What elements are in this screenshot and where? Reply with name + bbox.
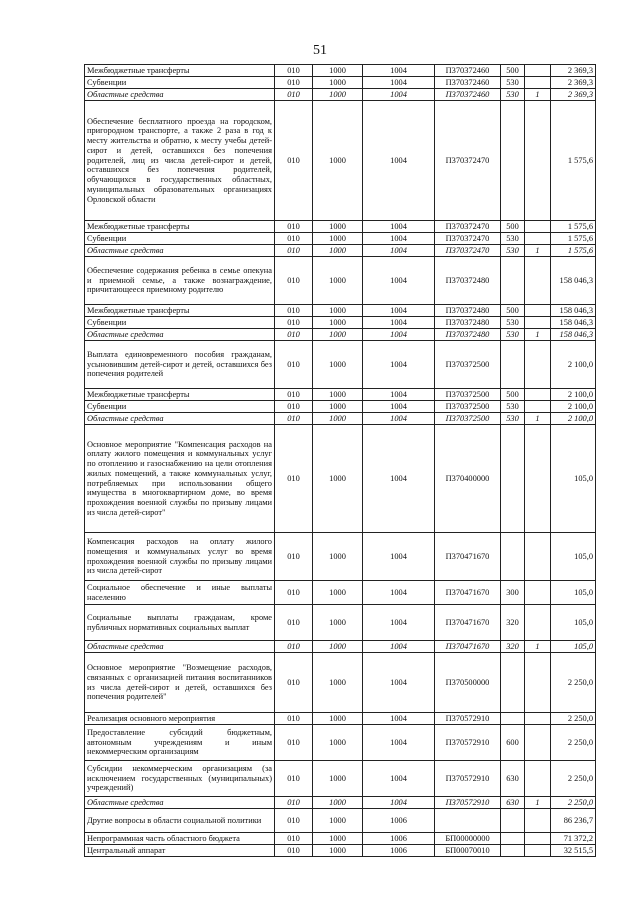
row-gr-code: 010 <box>275 833 313 845</box>
row-funding-source: 1 <box>525 641 551 653</box>
row-gr-code: 010 <box>275 653 313 713</box>
row-subsection-code: 1006 <box>363 809 435 833</box>
row-funding-source <box>525 221 551 233</box>
row-expense-type <box>501 653 525 713</box>
row-section-code: 1000 <box>313 761 363 797</box>
table-row <box>85 329 596 341</box>
row-target-article: П370372480 <box>435 317 501 329</box>
row-funding-source <box>525 65 551 77</box>
row-section-code: 1000 <box>313 581 363 605</box>
row-gr-code: 010 <box>275 413 313 425</box>
row-expense-type <box>501 533 525 581</box>
row-section-code: 1000 <box>313 725 363 761</box>
row-gr-code: 010 <box>275 581 313 605</box>
row-subsection-code: 1004 <box>363 401 435 413</box>
table-row <box>85 653 596 713</box>
row-subsection-code: 1004 <box>363 713 435 725</box>
row-amount: 2 250,0 <box>551 653 596 713</box>
row-gr-code: 010 <box>275 797 313 809</box>
row-gr-code: 010 <box>275 641 313 653</box>
row-funding-source <box>525 713 551 725</box>
row-funding-source <box>525 341 551 389</box>
row-section-code: 1000 <box>313 653 363 713</box>
row-target-article: П370572910 <box>435 725 501 761</box>
table-row <box>85 257 596 305</box>
row-gr-code: 010 <box>275 809 313 833</box>
row-name: Социальные выплаты гражданам, кроме публичных нормативных социальных выплат <box>85 605 275 641</box>
row-section-code: 1000 <box>313 65 363 77</box>
row-expense-type: 630 <box>501 797 525 809</box>
row-amount: 2 100,0 <box>551 341 596 389</box>
row-section-code: 1000 <box>313 245 363 257</box>
row-name: Предоставление субсидий бюджетным, автономным учреждениям и иным некоммерческим организациям <box>85 725 275 761</box>
row-expense-type <box>501 425 525 533</box>
table-row <box>85 533 596 581</box>
row-section-code: 1000 <box>313 533 363 581</box>
row-funding-source <box>525 533 551 581</box>
row-amount: 2 369,3 <box>551 65 596 77</box>
row-target-article: П370372480 <box>435 305 501 317</box>
row-amount: 1 575,6 <box>551 221 596 233</box>
row-name: Выплата единовременного пособия гражданам, усыновившим детей-сирот и детей, оставшихся без попечения родителей <box>85 341 275 389</box>
row-section-code: 1000 <box>313 329 363 341</box>
row-subsection-code: 1004 <box>363 305 435 317</box>
row-expense-type <box>501 809 525 833</box>
table-row <box>85 797 596 809</box>
row-subsection-code: 1004 <box>363 257 435 305</box>
row-target-article: БП00000000 <box>435 833 501 845</box>
row-gr-code: 010 <box>275 305 313 317</box>
row-gr-code: 010 <box>275 761 313 797</box>
row-target-article: П370372500 <box>435 401 501 413</box>
row-expense-type <box>501 257 525 305</box>
row-gr-code: 010 <box>275 329 313 341</box>
row-target-article: П370572910 <box>435 797 501 809</box>
row-amount: 2 250,0 <box>551 761 596 797</box>
row-subsection-code: 1004 <box>363 425 435 533</box>
row-target-article: П370500000 <box>435 653 501 713</box>
row-funding-source: 1 <box>525 797 551 809</box>
row-amount: 86 236,7 <box>551 809 596 833</box>
row-subsection-code: 1004 <box>363 413 435 425</box>
row-section-code: 1000 <box>313 233 363 245</box>
row-amount: 2 100,0 <box>551 413 596 425</box>
row-gr-code: 010 <box>275 401 313 413</box>
row-funding-source <box>525 845 551 857</box>
table-row <box>85 89 596 101</box>
row-name: Основное мероприятие "Возмещение расходов, связанных с организацией питания воспитанников из числа детей-сирот и детей, оставшихся без попечения родителей" <box>85 653 275 713</box>
table-row <box>85 833 596 845</box>
row-funding-source <box>525 761 551 797</box>
row-name: Областные средства <box>85 641 275 653</box>
row-amount: 158 046,3 <box>551 317 596 329</box>
row-amount: 71 372,2 <box>551 833 596 845</box>
row-name: Реализация основного мероприятия <box>85 713 275 725</box>
row-gr-code: 010 <box>275 533 313 581</box>
table-row <box>85 725 596 761</box>
row-target-article <box>435 809 501 833</box>
table-row <box>85 305 596 317</box>
row-section-code: 1000 <box>313 713 363 725</box>
row-gr-code: 010 <box>275 425 313 533</box>
row-section-code: 1000 <box>313 845 363 857</box>
table-row <box>85 413 596 425</box>
row-target-article: П370572910 <box>435 713 501 725</box>
row-gr-code: 010 <box>275 605 313 641</box>
row-section-code: 1000 <box>313 641 363 653</box>
row-funding-source <box>525 77 551 89</box>
row-name: Межбюджетные трансферты <box>85 389 275 401</box>
row-subsection-code: 1004 <box>363 317 435 329</box>
row-funding-source <box>525 605 551 641</box>
row-gr-code: 010 <box>275 101 313 221</box>
row-amount: 105,0 <box>551 605 596 641</box>
row-gr-code: 010 <box>275 77 313 89</box>
row-amount: 158 046,3 <box>551 305 596 317</box>
row-name: Субвенции <box>85 317 275 329</box>
row-target-article: П370372480 <box>435 329 501 341</box>
row-expense-type <box>501 845 525 857</box>
row-gr-code: 010 <box>275 257 313 305</box>
row-expense-type: 530 <box>501 317 525 329</box>
row-target-article: П370372500 <box>435 389 501 401</box>
row-expense-type: 320 <box>501 641 525 653</box>
row-amount: 2 100,0 <box>551 401 596 413</box>
row-subsection-code: 1006 <box>363 845 435 857</box>
row-subsection-code: 1004 <box>363 641 435 653</box>
row-expense-type <box>501 833 525 845</box>
row-section-code: 1000 <box>313 77 363 89</box>
row-subsection-code: 1004 <box>363 389 435 401</box>
row-subsection-code: 1004 <box>363 65 435 77</box>
table-row <box>85 233 596 245</box>
row-expense-type: 530 <box>501 77 525 89</box>
row-section-code: 1000 <box>313 809 363 833</box>
budget-table <box>84 64 596 857</box>
row-expense-type: 630 <box>501 761 525 797</box>
row-subsection-code: 1004 <box>363 341 435 389</box>
row-amount: 105,0 <box>551 641 596 653</box>
row-funding-source <box>525 725 551 761</box>
row-subsection-code: 1004 <box>363 221 435 233</box>
row-name: Социальное обеспечение и иные выплаты населению <box>85 581 275 605</box>
row-target-article: П370372460 <box>435 65 501 77</box>
row-gr-code: 010 <box>275 89 313 101</box>
row-section-code: 1000 <box>313 89 363 101</box>
row-subsection-code: 1004 <box>363 329 435 341</box>
row-section-code: 1000 <box>313 605 363 641</box>
row-amount: 1 575,6 <box>551 233 596 245</box>
row-target-article: П370372480 <box>435 257 501 305</box>
row-gr-code: 010 <box>275 317 313 329</box>
row-name: Межбюджетные трансферты <box>85 305 275 317</box>
row-funding-source <box>525 305 551 317</box>
table-row <box>85 425 596 533</box>
table-row <box>85 581 596 605</box>
row-section-code: 1000 <box>313 221 363 233</box>
row-name: Областные средства <box>85 413 275 425</box>
row-gr-code: 010 <box>275 245 313 257</box>
row-section-code: 1000 <box>313 833 363 845</box>
row-subsection-code: 1004 <box>363 581 435 605</box>
row-expense-type <box>501 341 525 389</box>
row-expense-type: 530 <box>501 233 525 245</box>
row-target-article: П370572910 <box>435 761 501 797</box>
row-name: Субвенции <box>85 401 275 413</box>
table-row <box>85 713 596 725</box>
row-expense-type: 600 <box>501 725 525 761</box>
row-target-article: П370400000 <box>435 425 501 533</box>
table-row <box>85 845 596 857</box>
page-number: 51 <box>313 43 327 58</box>
row-expense-type: 500 <box>501 221 525 233</box>
row-expense-type: 530 <box>501 413 525 425</box>
row-section-code: 1000 <box>313 317 363 329</box>
row-gr-code: 010 <box>275 713 313 725</box>
row-amount: 105,0 <box>551 581 596 605</box>
row-expense-type: 530 <box>501 245 525 257</box>
row-subsection-code: 1004 <box>363 101 435 221</box>
row-amount: 105,0 <box>551 425 596 533</box>
row-target-article: П370372470 <box>435 101 501 221</box>
row-name: Областные средства <box>85 797 275 809</box>
table-row <box>85 641 596 653</box>
table-row <box>85 761 596 797</box>
row-gr-code: 010 <box>275 233 313 245</box>
row-amount: 2 250,0 <box>551 797 596 809</box>
row-section-code: 1000 <box>313 797 363 809</box>
row-expense-type: 300 <box>501 581 525 605</box>
row-subsection-code: 1004 <box>363 77 435 89</box>
table-row <box>85 809 596 833</box>
row-name: Областные средства <box>85 329 275 341</box>
row-subsection-code: 1004 <box>363 761 435 797</box>
row-target-article: П370372500 <box>435 413 501 425</box>
row-expense-type: 500 <box>501 305 525 317</box>
row-expense-type: 530 <box>501 89 525 101</box>
row-subsection-code: 1004 <box>363 533 435 581</box>
row-target-article: П370471670 <box>435 605 501 641</box>
row-funding-source: 1 <box>525 413 551 425</box>
row-amount: 158 046,3 <box>551 329 596 341</box>
row-name: Субсидии некоммерческим организациям (за исключением государственных (муниципальных) учреждений) <box>85 761 275 797</box>
row-name: Основное мероприятие "Компенсация расходов на оплату жилого помещения и коммунальных услуг по отоплению и газоснабжению на цели отопления жилых помещений, а также коммунальных услуг, потребляемых при использовании общего имущества в многоквартирном доме, во время прохождения военной службы по призыву лицами из числа детей-сирот" <box>85 425 275 533</box>
row-subsection-code: 1004 <box>363 233 435 245</box>
row-funding-source <box>525 257 551 305</box>
row-name: Компенсация расходов на оплату жилого помещения и коммунальных услуг во время прохождения военной службы по призыву лицами из числа детей-сирот <box>85 533 275 581</box>
row-amount: 2 369,3 <box>551 89 596 101</box>
row-amount: 2 100,0 <box>551 389 596 401</box>
row-section-code: 1000 <box>313 305 363 317</box>
row-funding-source <box>525 809 551 833</box>
row-name: Обеспечение бесплатного проезда на городском, пригородном транспорте, а также 2 раза в год к месту жительства и обратно, к месту учебы детей-сирот и детей, оставшихся без попечения родителей, лиц из числа детей-сирот и детей, оставшихся без попечения родителей, обучающихся в государственных областных, муниципальных образовательных организациях Орловской области <box>85 101 275 221</box>
row-gr-code: 010 <box>275 221 313 233</box>
row-target-article: П370372500 <box>435 341 501 389</box>
row-funding-source <box>525 653 551 713</box>
row-name: Областные средства <box>85 245 275 257</box>
table-row <box>85 317 596 329</box>
row-gr-code: 010 <box>275 389 313 401</box>
table-row <box>85 245 596 257</box>
row-subsection-code: 1004 <box>363 797 435 809</box>
row-subsection-code: 1004 <box>363 245 435 257</box>
row-funding-source <box>525 401 551 413</box>
table-row <box>85 401 596 413</box>
row-name: Субвенции <box>85 77 275 89</box>
row-funding-source <box>525 317 551 329</box>
row-funding-source <box>525 581 551 605</box>
row-name: Другие вопросы в области социальной политики <box>85 809 275 833</box>
row-expense-type <box>501 101 525 221</box>
row-section-code: 1000 <box>313 341 363 389</box>
row-funding-source <box>525 389 551 401</box>
table-row <box>85 65 596 77</box>
row-funding-source <box>525 101 551 221</box>
row-amount: 2 250,0 <box>551 713 596 725</box>
row-target-article: П370471670 <box>435 533 501 581</box>
row-subsection-code: 1004 <box>363 605 435 641</box>
row-funding-source <box>525 833 551 845</box>
row-section-code: 1000 <box>313 101 363 221</box>
row-expense-type: 530 <box>501 329 525 341</box>
row-amount: 1 575,6 <box>551 245 596 257</box>
row-expense-type: 320 <box>501 605 525 641</box>
row-amount: 1 575,6 <box>551 101 596 221</box>
row-name: Областные средства <box>85 89 275 101</box>
row-expense-type: 530 <box>501 401 525 413</box>
row-gr-code: 010 <box>275 65 313 77</box>
row-name: Центральный аппарат <box>85 845 275 857</box>
table-row <box>85 605 596 641</box>
row-section-code: 1000 <box>313 257 363 305</box>
row-name: Межбюджетные трансферты <box>85 221 275 233</box>
table-row <box>85 389 596 401</box>
row-target-article: П370372470 <box>435 233 501 245</box>
row-gr-code: 010 <box>275 341 313 389</box>
table-row <box>85 77 596 89</box>
row-expense-type <box>501 713 525 725</box>
row-target-article: П370471670 <box>435 581 501 605</box>
row-section-code: 1000 <box>313 389 363 401</box>
row-subsection-code: 1004 <box>363 725 435 761</box>
row-amount: 105,0 <box>551 533 596 581</box>
row-funding-source: 1 <box>525 329 551 341</box>
row-target-article: П370372470 <box>435 221 501 233</box>
table-row <box>85 101 596 221</box>
row-subsection-code: 1004 <box>363 89 435 101</box>
table-row <box>85 341 596 389</box>
row-name: Субвенции <box>85 233 275 245</box>
row-funding-source <box>525 233 551 245</box>
row-expense-type: 500 <box>501 389 525 401</box>
row-funding-source <box>525 425 551 533</box>
row-name: Межбюджетные трансферты <box>85 65 275 77</box>
row-funding-source: 1 <box>525 89 551 101</box>
row-target-article: БП00070010 <box>435 845 501 857</box>
row-target-article: П370372470 <box>435 245 501 257</box>
table-row <box>85 221 596 233</box>
row-amount: 32 515,5 <box>551 845 596 857</box>
row-name: Непрограммная часть областного бюджета <box>85 833 275 845</box>
row-section-code: 1000 <box>313 425 363 533</box>
row-gr-code: 010 <box>275 845 313 857</box>
row-target-article: П370471670 <box>435 641 501 653</box>
row-amount: 2 250,0 <box>551 725 596 761</box>
row-section-code: 1000 <box>313 401 363 413</box>
row-subsection-code: 1004 <box>363 653 435 713</box>
row-name: Обеспечение содержания ребенка в семье опекуна и приемной семье, а также вознаграждение, причитающееся приемному родителю <box>85 257 275 305</box>
row-gr-code: 010 <box>275 725 313 761</box>
row-section-code: 1000 <box>313 413 363 425</box>
row-target-article: П370372460 <box>435 89 501 101</box>
row-funding-source: 1 <box>525 245 551 257</box>
row-subsection-code: 1006 <box>363 833 435 845</box>
row-target-article: П370372460 <box>435 77 501 89</box>
row-amount: 158 046,3 <box>551 257 596 305</box>
row-expense-type: 500 <box>501 65 525 77</box>
row-amount: 2 369,3 <box>551 77 596 89</box>
